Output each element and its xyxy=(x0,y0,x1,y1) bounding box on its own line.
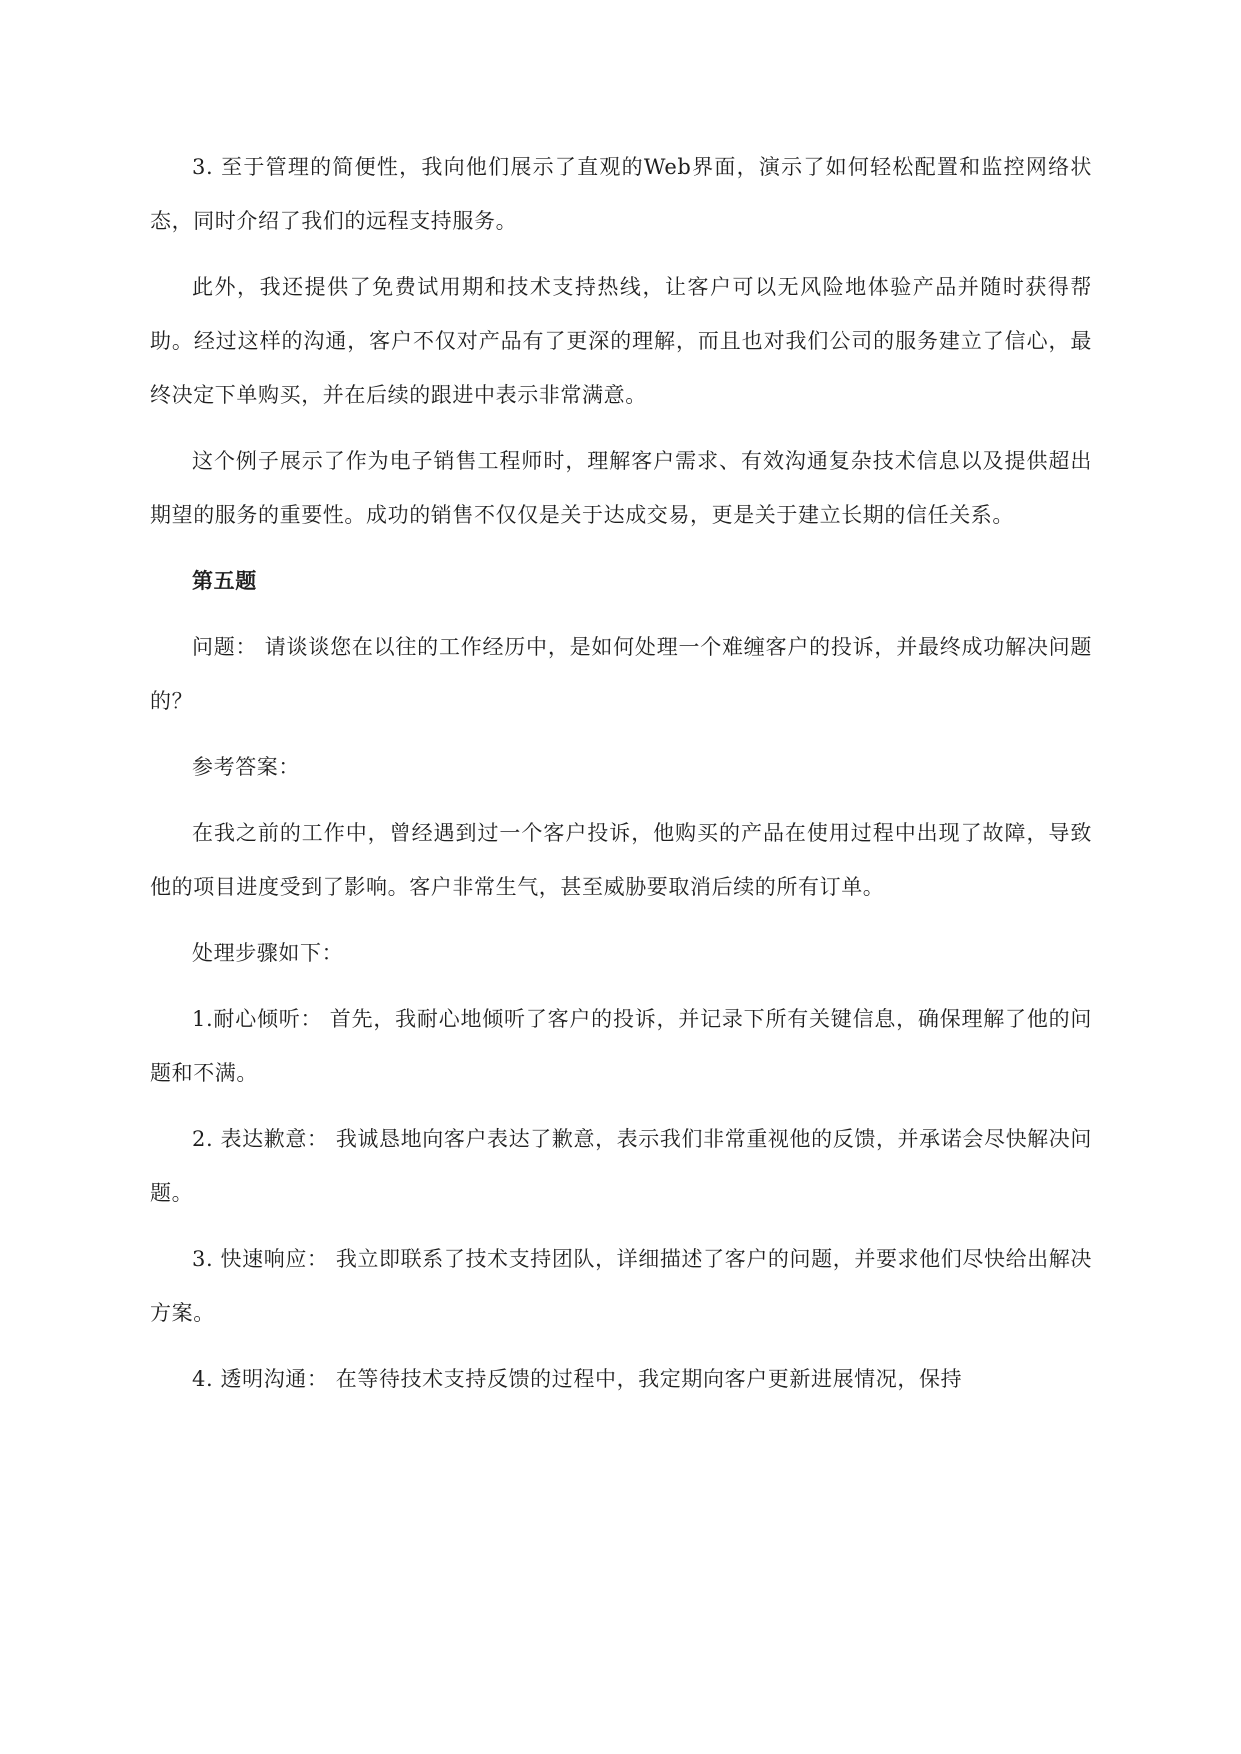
section-heading: 第五题 xyxy=(192,568,257,593)
paragraph-question: 问题： 请谈谈您在以往的工作经历中，是如何处理一个难缠客户的投诉，并最终成功解决问题的？ xyxy=(150,635,1092,713)
paragraph-step-3: 3. 快速响应： 我立即联系了技术支持团队，详细描述了客户的问题，并要求他们尽快给出解决方案。 xyxy=(150,1247,1092,1325)
paragraph-step-4: 4. 透明沟通： 在等待技术支持反馈的过程中，我定期向客户更新进展情况，保持 xyxy=(192,1367,963,1391)
paragraph-complaint-story: 在我之前的工作中，曾经遇到过一个客户投诉，他购买的产品在使用过程中出现了故障，导致他的项目进度受到了影响。客户非常生气，甚至威胁要取消后续的所有订单。 xyxy=(150,821,1092,899)
paragraph-answer-label: 参考答案： xyxy=(192,755,300,779)
paragraph-step-1: 1.耐心倾听： 首先，我耐心地倾听了客户的投诉，并记录下所有关键信息，确保理解了他的问题和不满。 xyxy=(150,1007,1092,1085)
paragraph-step-2: 2. 表达歉意： 我诚恳地向客户表达了歉意，表示我们非常重视他的反馈，并承诺会尽快解决问题。 xyxy=(150,1127,1092,1205)
document-body xyxy=(150,140,1092,1418)
paragraph-example-summary: 这个例子展示了作为电子销售工程师时，理解客户需求、有效沟通复杂技术信息以及提供超出期望的服务的重要性。成功的销售不仅仅是关于达成交易，更是关于建立长期的信任关系。 xyxy=(150,449,1092,527)
paragraph-management-simplicity: 3. 至于管理的简便性，我向他们展示了直观的Web界面，演示了如何轻松配置和监控网络状态，同时介绍了我们的远程支持服务。 xyxy=(150,155,1092,233)
paragraph-free-trial: 此外，我还提供了免费试用期和技术支持热线，让客户可以无风险地体验产品并随时获得帮助。经过这样的沟通，客户不仅对产品有了更深的理解，而且也对我们公司的服务建立了信心，最终决定下单购买，并在后续的跟进中表示非常满意。 xyxy=(150,275,1092,407)
paragraph-steps-intro: 处理步骤如下： xyxy=(192,941,344,965)
